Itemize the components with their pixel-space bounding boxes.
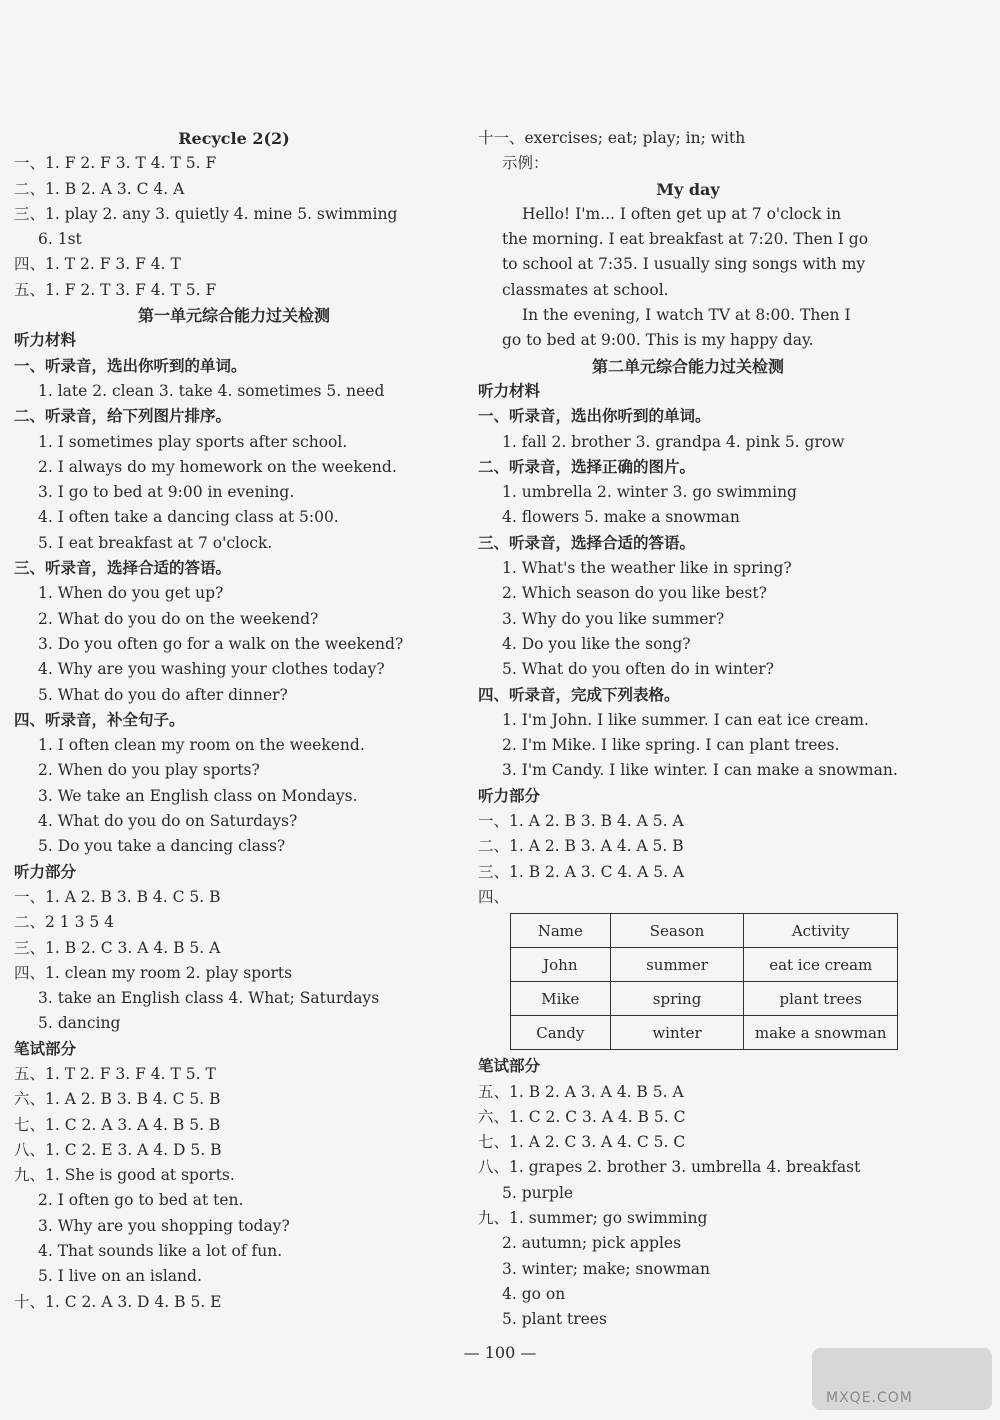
text-line: 5. purple — [502, 1183, 574, 1202]
table-cell: Mike — [511, 982, 611, 1016]
text-line: 四、听录音，补全句子。 — [14, 710, 185, 729]
text-line: 听力材料 — [14, 331, 77, 350]
text-line: 一、听录音，选出你听到的单词。 — [478, 407, 711, 426]
text-line: 七、1. C 2. A 3. A 4. B 5. B — [14, 1115, 221, 1134]
text-line: 第二单元综合能力过关检测 — [591, 356, 784, 376]
text-line: 一、1. A 2. B 3. B 4. C 5. B — [14, 887, 221, 906]
text-line: 4. go on — [502, 1284, 566, 1303]
text-line: 3. Do you often go for a walk on the weekend? — [38, 634, 404, 653]
text-line: 四、听录音，完成下列表格。 — [478, 685, 680, 704]
text-line: 三、听录音，选择合适的答语。 — [14, 559, 232, 578]
table-row — [511, 948, 898, 982]
text-line: Recycle 2(2) — [178, 129, 290, 148]
right-column — [478, 126, 898, 1332]
text-line: 听力部分 — [14, 862, 77, 881]
page-number: — 100 — — [463, 1343, 537, 1362]
text-line: go to bed at 9:00. This is my happy day. — [502, 331, 814, 350]
text-line: 5. dancing — [38, 1014, 121, 1033]
text-line: 笔试部分 — [14, 1039, 77, 1058]
text-line: 三、听录音，选择合适的答语。 — [478, 533, 696, 552]
text-line: 3. take an English class 4. What; Saturdays — [38, 989, 380, 1008]
text-line: My day — [656, 179, 720, 199]
text-line: 十一、exercises; eat; play; in; with — [478, 129, 746, 147]
text-line: 2. I'm Mike. I like spring. I can plant trees. — [502, 736, 840, 755]
text-line: 4. Why are you washing your clothes today? — [38, 660, 385, 679]
text-line: 5. Do you take a dancing class? — [38, 837, 286, 856]
text-line: 三、1. play 2. any 3. quietly 4. mine 5. swimming — [14, 204, 398, 223]
text-line: 3. We take an English class on Mondays. — [38, 786, 358, 805]
text-line: 1. I often clean my room on the weekend. — [38, 736, 365, 755]
text-line: 1. umbrella 2. winter 3. go swimming — [502, 483, 797, 502]
text-line: 2. autumn; pick apples — [502, 1234, 682, 1253]
text-line: 七、1. A 2. C 3. A 4. C 5. C — [478, 1133, 686, 1152]
watermark-text: MXQE.COM — [826, 1390, 913, 1406]
table-cell: winter — [610, 1016, 744, 1050]
text-line: 二、听录音，选择正确的图片。 — [478, 457, 696, 476]
text-line: 六、1. A 2. B 3. B 4. C 5. B — [14, 1090, 221, 1109]
text-line: 1. I sometimes play sports after school. — [38, 432, 348, 451]
text-line: 示例： — [502, 154, 549, 173]
table-row — [511, 982, 898, 1016]
text-line: 八、1. grapes 2. brother 3. umbrella 4. breakfast — [478, 1158, 861, 1177]
text-line: 二、1. B 2. A 3. C 4. A — [14, 179, 185, 198]
text-line: In the evening, I watch TV at 8:00. Then I — [522, 306, 851, 325]
text-line: 一、1. A 2. B 3. B 4. A 5. A — [478, 812, 684, 831]
table-row — [511, 1016, 898, 1050]
text-line: to school at 7:35. I usually sing songs with my — [502, 255, 866, 274]
table-cell: Season — [610, 914, 744, 948]
text-line: 2. I always do my homework on the weekend. — [38, 457, 397, 476]
table-cell: John — [511, 948, 611, 982]
text-line: 三、1. B 2. C 3. A 4. B 5. A — [14, 938, 221, 957]
text-line: 一、1. F 2. F 3. T 4. T 5. F — [14, 154, 217, 173]
text-line: 十、1. C 2. A 3. D 4. B 5. E — [14, 1292, 222, 1311]
text-line: 1. late 2. clean 3. take 4. sometimes 5. need — [38, 381, 385, 400]
text-line: 4. Do you like the song? — [502, 634, 691, 653]
table-cell: make a snowman — [744, 1016, 898, 1050]
table-cell: Name — [511, 914, 611, 948]
text-line: 3. I'm Candy. I like winter. I can make a snowman. — [502, 761, 898, 780]
text-line: 笔试部分 — [478, 1057, 541, 1076]
text-line: 1. What's the weather like in spring? — [502, 559, 792, 578]
text-line: 1. fall 2. brother 3. grandpa 4. pink 5. grow — [502, 432, 845, 451]
text-line: 4. flowers 5. make a snowman — [502, 508, 740, 527]
text-line: 5. plant trees — [502, 1310, 607, 1329]
table-cell: Candy — [511, 1016, 611, 1050]
text-line: 4. What do you do on Saturdays? — [38, 812, 298, 831]
text-line: 八、1. C 2. E 3. A 4. D 5. B — [14, 1140, 222, 1159]
text-line: 3. Why are you shopping today? — [38, 1216, 290, 1235]
text-line: 2. When do you play sports? — [38, 761, 260, 780]
table-cell: eat ice cream — [744, 948, 898, 982]
text-line: 5. What do you do after dinner? — [38, 685, 288, 704]
text-line: 6. 1st — [38, 230, 82, 249]
text-line: 九、1. She is good at sports. — [14, 1166, 235, 1185]
text-line: 4. I often take a dancing class at 5:00. — [38, 508, 339, 527]
text-line: 听力部分 — [478, 786, 541, 805]
answer-table — [510, 913, 898, 1050]
text-line: 二、听录音，给下列图片排序。 — [14, 407, 232, 426]
text-line: 3. winter; make; snowman — [502, 1259, 710, 1278]
text-line: 五、1. B 2. A 3. A 4. B 5. A — [478, 1082, 684, 1101]
text-line: 五、1. F 2. T 3. F 4. T 5. F — [14, 280, 217, 299]
text-line: 3. I go to bed at 9:00 in evening. — [38, 483, 295, 502]
text-line: 2. I often go to bed at ten. — [38, 1191, 244, 1210]
text-line: 5. What do you often do in winter? — [502, 660, 774, 679]
text-line: 5. I eat breakfast at 7 o'clock. — [38, 533, 273, 552]
text-line: 听力材料 — [478, 381, 541, 400]
text-line: classmates at school. — [502, 280, 669, 299]
table-cell: Activity — [744, 914, 898, 948]
text-line: 1. When do you get up? — [38, 584, 224, 603]
table-cell: plant trees — [744, 982, 898, 1016]
text-line: Hello! I'm... I often get up at 7 o'clock in — [522, 204, 842, 223]
text-line: 4. That sounds like a lot of fun. — [38, 1242, 283, 1261]
text-line: 一、听录音，选出你听到的单词。 — [14, 356, 247, 375]
table-row — [511, 914, 898, 948]
text-line: 三、1. B 2. A 3. C 4. A 5. A — [478, 862, 685, 881]
text-line: 四、 — [478, 887, 510, 906]
text-line: 2. Which season do you like best? — [502, 584, 767, 603]
text-line: 5. I live on an island. — [38, 1267, 202, 1286]
left-column — [14, 126, 454, 1315]
text-line: 四、1. T 2. F 3. F 4. T — [14, 255, 181, 274]
table-cell: spring — [610, 982, 744, 1016]
text-line: the morning. I eat breakfast at 7:20. Then I go — [502, 230, 869, 249]
text-line: 第一单元综合能力过关检测 — [137, 306, 330, 326]
table-cell: summer — [610, 948, 744, 982]
text-line: 六、1. C 2. C 3. A 4. B 5. C — [478, 1107, 686, 1126]
text-line: 五、1. T 2. F 3. F 4. T 5. T — [14, 1064, 216, 1083]
text-line: 二、2 1 3 5 4 — [14, 913, 115, 932]
text-line: 1. I'm John. I like summer. I can eat ice cream. — [502, 710, 869, 729]
text-line: 二、1. A 2. B 3. A 4. A 5. B — [478, 837, 684, 856]
text-line: 九、1. summer; go swimming — [478, 1208, 708, 1227]
text-line: 2. What do you do on the weekend? — [38, 609, 319, 628]
text-line: 四、1. clean my room 2. play sports — [14, 963, 293, 982]
text-line: 3. Why do you like summer? — [502, 609, 725, 628]
